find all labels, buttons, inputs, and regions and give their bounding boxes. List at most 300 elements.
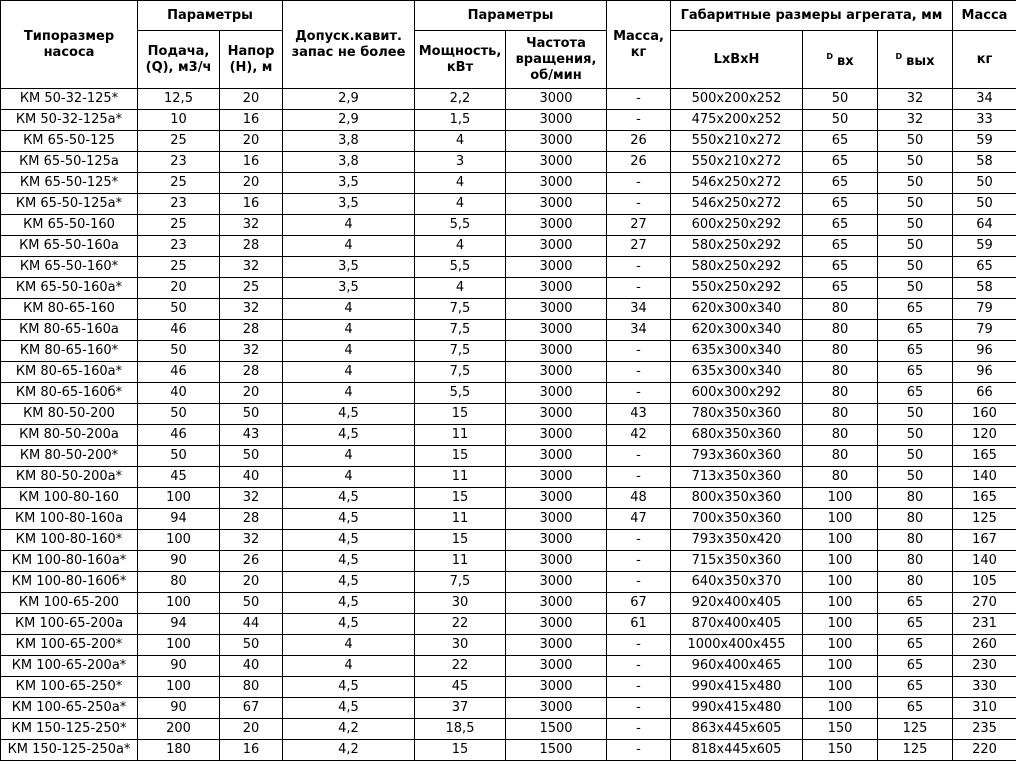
- cell-power: 15: [415, 530, 506, 551]
- cell-cavitation: 4: [283, 299, 415, 320]
- cell-lbh: 600x250x292: [671, 215, 803, 236]
- cell-flow: 23: [138, 236, 220, 257]
- cell-lbh: 640x350x370: [671, 572, 803, 593]
- cell-pump-mass: 67: [607, 593, 671, 614]
- cell-lbh: 475x200x252: [671, 110, 803, 131]
- cell-lbh: 600x300x292: [671, 383, 803, 404]
- cell-d-out: 65: [878, 635, 953, 656]
- cell-head: 20: [220, 89, 283, 110]
- cell-cavitation: 3,8: [283, 152, 415, 173]
- cell-d-out: 32: [878, 110, 953, 131]
- cell-flow: 50: [138, 404, 220, 425]
- cell-lbh: 870x400x405: [671, 614, 803, 635]
- cell-model: КМ 100-65-250а*: [1, 698, 138, 719]
- cell-speed: 3000: [506, 593, 607, 614]
- cell-head: 16: [220, 740, 283, 761]
- table-row: [1, 509, 1016, 530]
- cell-d-in: 100: [803, 509, 878, 530]
- cell-mass: 96: [953, 362, 1016, 383]
- cell-lbh: 715x350x360: [671, 551, 803, 572]
- cell-head: 50: [220, 635, 283, 656]
- cell-model: КМ 100-80-160б*: [1, 572, 138, 593]
- cell-power: 7,5: [415, 341, 506, 362]
- cell-power: 4: [415, 278, 506, 299]
- cell-model: КМ 65-50-125а*: [1, 194, 138, 215]
- cell-mass: 140: [953, 551, 1016, 572]
- cell-speed: 3000: [506, 131, 607, 152]
- cell-pump-mass: 26: [607, 131, 671, 152]
- cell-d-in: 100: [803, 530, 878, 551]
- cell-flow: 100: [138, 635, 220, 656]
- cell-d-out: 65: [878, 614, 953, 635]
- cell-power: 2,2: [415, 89, 506, 110]
- cell-pump-mass: -: [607, 635, 671, 656]
- cell-mass: 58: [953, 278, 1016, 299]
- cell-flow: 12,5: [138, 89, 220, 110]
- cell-d-in: 100: [803, 593, 878, 614]
- cell-power: 15: [415, 740, 506, 761]
- cell-model: КМ 80-65-160: [1, 299, 138, 320]
- col-head: Напор (H), м: [220, 31, 283, 89]
- cell-lbh: 990x415x480: [671, 698, 803, 719]
- cell-mass: 231: [953, 614, 1016, 635]
- cell-head: 32: [220, 488, 283, 509]
- cell-pump-mass: -: [607, 572, 671, 593]
- cell-head: 80: [220, 677, 283, 698]
- cell-d-out: 80: [878, 488, 953, 509]
- table-row: [1, 656, 1016, 677]
- cell-flow: 25: [138, 257, 220, 278]
- cell-speed: 3000: [506, 89, 607, 110]
- cell-mass: 160: [953, 404, 1016, 425]
- cell-pump-mass: -: [607, 719, 671, 740]
- cell-power: 18,5: [415, 719, 506, 740]
- cell-power: 4: [415, 194, 506, 215]
- cell-flow: 94: [138, 614, 220, 635]
- col-flow: Подача, (Q), м3/ч: [138, 31, 220, 89]
- cell-pump-mass: -: [607, 530, 671, 551]
- cell-pump-mass: -: [607, 110, 671, 131]
- cell-model: КМ 80-50-200*: [1, 446, 138, 467]
- cell-cavitation: 4,2: [283, 740, 415, 761]
- cell-cavitation: 2,9: [283, 110, 415, 131]
- cell-power: 15: [415, 446, 506, 467]
- cell-d-out: 65: [878, 299, 953, 320]
- cell-power: 11: [415, 551, 506, 572]
- table-row: [1, 404, 1016, 425]
- cell-model: КМ 80-65-160*: [1, 341, 138, 362]
- cell-model: КМ 100-80-160а: [1, 509, 138, 530]
- cell-mass: 79: [953, 299, 1016, 320]
- cell-model: КМ 65-50-160а*: [1, 278, 138, 299]
- cell-cavitation: 3,5: [283, 257, 415, 278]
- cell-speed: 3000: [506, 614, 607, 635]
- cell-head: 25: [220, 278, 283, 299]
- cell-mass: 65: [953, 257, 1016, 278]
- cell-cavitation: 4,5: [283, 614, 415, 635]
- cell-d-out: 80: [878, 551, 953, 572]
- cell-power: 7,5: [415, 572, 506, 593]
- cell-lbh: 620x300x340: [671, 299, 803, 320]
- cell-d-out: 65: [878, 362, 953, 383]
- col-cavitation: Допуск.кавит. запас не более: [283, 1, 415, 89]
- cell-d-in: 80: [803, 404, 878, 425]
- cell-d-in: 80: [803, 383, 878, 404]
- col-lbh: LxBxH: [671, 31, 803, 89]
- table-row: [1, 278, 1016, 299]
- cell-mass: 105: [953, 572, 1016, 593]
- cell-power: 11: [415, 509, 506, 530]
- table-row: [1, 530, 1016, 551]
- cell-speed: 3000: [506, 467, 607, 488]
- cell-mass: 220: [953, 740, 1016, 761]
- table-body: [1, 89, 1016, 761]
- cell-d-in: 100: [803, 572, 878, 593]
- table-row: [1, 131, 1016, 152]
- cell-d-out: 50: [878, 278, 953, 299]
- cell-mass: 79: [953, 320, 1016, 341]
- cell-lbh: 546x250x272: [671, 173, 803, 194]
- cell-lbh: 793x360x360: [671, 446, 803, 467]
- cell-d-out: 50: [878, 152, 953, 173]
- cell-model: КМ 80-50-200а*: [1, 467, 138, 488]
- cell-power: 1,5: [415, 110, 506, 131]
- table-row: [1, 677, 1016, 698]
- table-row: [1, 320, 1016, 341]
- table-row: [1, 698, 1016, 719]
- cell-speed: 3000: [506, 635, 607, 656]
- cell-mass: 125: [953, 509, 1016, 530]
- group-mass: Масса: [953, 1, 1016, 31]
- cell-mass: 64: [953, 215, 1016, 236]
- cell-power: 7,5: [415, 299, 506, 320]
- cell-head: 20: [220, 383, 283, 404]
- cell-head: 43: [220, 425, 283, 446]
- cell-cavitation: 4: [283, 635, 415, 656]
- cell-head: 32: [220, 257, 283, 278]
- cell-d-out: 50: [878, 404, 953, 425]
- cell-flow: 46: [138, 425, 220, 446]
- table-row: [1, 257, 1016, 278]
- cell-model: КМ 150-125-250а*: [1, 740, 138, 761]
- cell-speed: 3000: [506, 698, 607, 719]
- cell-d-out: 80: [878, 572, 953, 593]
- cell-power: 11: [415, 467, 506, 488]
- cell-mass: 50: [953, 173, 1016, 194]
- cell-speed: 3000: [506, 215, 607, 236]
- cell-d-in: 150: [803, 719, 878, 740]
- cell-mass: 165: [953, 446, 1016, 467]
- cell-speed: 3000: [506, 110, 607, 131]
- cell-flow: 100: [138, 488, 220, 509]
- cell-d-in: 65: [803, 194, 878, 215]
- cell-d-in: 65: [803, 257, 878, 278]
- table-row: [1, 89, 1016, 110]
- cell-mass: 34: [953, 89, 1016, 110]
- cell-cavitation: 4,5: [283, 551, 415, 572]
- cell-speed: 3000: [506, 551, 607, 572]
- cell-head: 32: [220, 341, 283, 362]
- cell-pump-mass: -: [607, 383, 671, 404]
- cell-pump-mass: 42: [607, 425, 671, 446]
- cell-d-out: 50: [878, 131, 953, 152]
- cell-d-out: 80: [878, 509, 953, 530]
- cell-head: 16: [220, 194, 283, 215]
- cell-pump-mass: -: [607, 89, 671, 110]
- cell-speed: 3000: [506, 278, 607, 299]
- cell-model: КМ 150-125-250*: [1, 719, 138, 740]
- cell-head: 26: [220, 551, 283, 572]
- cell-model: КМ 65-50-160а: [1, 236, 138, 257]
- cell-cavitation: 4: [283, 320, 415, 341]
- cell-head: 20: [220, 572, 283, 593]
- cell-pump-mass: -: [607, 551, 671, 572]
- d-out-sup: D: [895, 52, 903, 61]
- cell-d-in: 65: [803, 215, 878, 236]
- table-row: [1, 173, 1016, 194]
- table-row: [1, 383, 1016, 404]
- table-row: [1, 614, 1016, 635]
- cell-model: КМ 100-65-200а*: [1, 656, 138, 677]
- cell-lbh: 550x250x292: [671, 278, 803, 299]
- table-row: [1, 341, 1016, 362]
- cell-pump-mass: -: [607, 341, 671, 362]
- cell-pump-mass: -: [607, 698, 671, 719]
- cell-model: КМ 65-50-125*: [1, 173, 138, 194]
- cell-speed: 3000: [506, 341, 607, 362]
- cell-head: 40: [220, 467, 283, 488]
- cell-d-out: 32: [878, 89, 953, 110]
- group-dimensions: Габаритные размеры агрегата, мм: [671, 1, 953, 31]
- cell-power: 22: [415, 656, 506, 677]
- cell-model: КМ 65-50-160: [1, 215, 138, 236]
- cell-model: КМ 80-65-160а*: [1, 362, 138, 383]
- table-row: [1, 110, 1016, 131]
- cell-head: 50: [220, 593, 283, 614]
- d-out-sub: вых: [906, 54, 935, 69]
- cell-flow: 25: [138, 215, 220, 236]
- cell-lbh: 920x400x405: [671, 593, 803, 614]
- cell-power: 7,5: [415, 362, 506, 383]
- cell-lbh: 818x445x605: [671, 740, 803, 761]
- cell-pump-mass: -: [607, 677, 671, 698]
- cell-speed: 1500: [506, 740, 607, 761]
- table-row: [1, 152, 1016, 173]
- cell-head: 40: [220, 656, 283, 677]
- cell-pump-mass: -: [607, 257, 671, 278]
- table-header: [1, 1, 1016, 89]
- cell-pump-mass: 61: [607, 614, 671, 635]
- cell-speed: 3000: [506, 320, 607, 341]
- cell-d-out: 65: [878, 320, 953, 341]
- cell-power: 30: [415, 593, 506, 614]
- cell-mass: 50: [953, 194, 1016, 215]
- cell-power: 4: [415, 173, 506, 194]
- cell-pump-mass: 43: [607, 404, 671, 425]
- cell-flow: 46: [138, 320, 220, 341]
- cell-head: 28: [220, 236, 283, 257]
- cell-head: 50: [220, 404, 283, 425]
- cell-d-in: 100: [803, 656, 878, 677]
- table-row: [1, 572, 1016, 593]
- cell-speed: 3000: [506, 572, 607, 593]
- cell-model: КМ 100-80-160а*: [1, 551, 138, 572]
- cell-d-in: 80: [803, 341, 878, 362]
- cell-flow: 25: [138, 173, 220, 194]
- cell-d-out: 50: [878, 173, 953, 194]
- cell-d-out: 50: [878, 194, 953, 215]
- cell-flow: 100: [138, 593, 220, 614]
- cell-d-in: 80: [803, 320, 878, 341]
- cell-cavitation: 4: [283, 467, 415, 488]
- cell-power: 7,5: [415, 320, 506, 341]
- cell-model: КМ 80-65-160а: [1, 320, 138, 341]
- cell-head: 20: [220, 173, 283, 194]
- cell-cavitation: 3,8: [283, 131, 415, 152]
- table-row: [1, 236, 1016, 257]
- cell-power: 5,5: [415, 215, 506, 236]
- cell-head: 32: [220, 299, 283, 320]
- cell-speed: 3000: [506, 488, 607, 509]
- cell-cavitation: 4,5: [283, 677, 415, 698]
- cell-lbh: 620x300x340: [671, 320, 803, 341]
- cell-d-in: 80: [803, 467, 878, 488]
- cell-cavitation: 4,5: [283, 488, 415, 509]
- cell-speed: 3000: [506, 194, 607, 215]
- cell-pump-mass: -: [607, 740, 671, 761]
- cell-power: 4: [415, 131, 506, 152]
- cell-flow: 100: [138, 530, 220, 551]
- cell-pump-mass: 34: [607, 320, 671, 341]
- cell-model: КМ 100-65-250*: [1, 677, 138, 698]
- cell-speed: 3000: [506, 446, 607, 467]
- cell-lbh: 546x250x272: [671, 194, 803, 215]
- cell-speed: 3000: [506, 173, 607, 194]
- cell-power: 15: [415, 488, 506, 509]
- cell-cavitation: 4,5: [283, 425, 415, 446]
- cell-model: КМ 100-80-160*: [1, 530, 138, 551]
- table-row: [1, 425, 1016, 446]
- cell-d-in: 65: [803, 278, 878, 299]
- d-in-sup: D: [826, 52, 833, 61]
- cell-d-in: 80: [803, 299, 878, 320]
- cell-pump-mass: 27: [607, 236, 671, 257]
- cell-cavitation: 4,5: [283, 509, 415, 530]
- cell-head: 28: [220, 320, 283, 341]
- cell-model: КМ 80-50-200а: [1, 425, 138, 446]
- table-row: [1, 467, 1016, 488]
- cell-head: 28: [220, 509, 283, 530]
- col-d-in: [803, 31, 878, 89]
- cell-cavitation: 4,5: [283, 572, 415, 593]
- table-row: [1, 551, 1016, 572]
- cell-lbh: 550x210x272: [671, 131, 803, 152]
- cell-cavitation: 4: [283, 236, 415, 257]
- cell-pump-mass: -: [607, 446, 671, 467]
- cell-d-out: 50: [878, 257, 953, 278]
- cell-speed: 3000: [506, 530, 607, 551]
- cell-mass: 260: [953, 635, 1016, 656]
- cell-head: 20: [220, 719, 283, 740]
- cell-cavitation: 4: [283, 341, 415, 362]
- cell-d-out: 65: [878, 383, 953, 404]
- cell-power: 30: [415, 635, 506, 656]
- cell-d-in: 100: [803, 488, 878, 509]
- cell-d-out: 50: [878, 236, 953, 257]
- cell-cavitation: 4,5: [283, 530, 415, 551]
- cell-lbh: 550x210x272: [671, 152, 803, 173]
- cell-power: 37: [415, 698, 506, 719]
- cell-head: 16: [220, 110, 283, 131]
- cell-head: 32: [220, 530, 283, 551]
- cell-lbh: 990x415x480: [671, 677, 803, 698]
- col-mass-unit: кг: [953, 31, 1016, 89]
- cell-speed: 3000: [506, 152, 607, 173]
- cell-model: КМ 50-32-125*: [1, 89, 138, 110]
- cell-model: КМ 80-65-160б*: [1, 383, 138, 404]
- cell-lbh: 635x300x340: [671, 341, 803, 362]
- cell-speed: 3000: [506, 236, 607, 257]
- cell-flow: 180: [138, 740, 220, 761]
- table-row: [1, 719, 1016, 740]
- cell-power: 15: [415, 404, 506, 425]
- cell-mass: 33: [953, 110, 1016, 131]
- cell-speed: 3000: [506, 404, 607, 425]
- table-row: [1, 635, 1016, 656]
- cell-pump-mass: -: [607, 278, 671, 299]
- cell-model: КМ 100-65-200: [1, 593, 138, 614]
- cell-d-in: 100: [803, 635, 878, 656]
- cell-model: КМ 100-80-160: [1, 488, 138, 509]
- cell-head: 16: [220, 152, 283, 173]
- col-speed: Частота вращения, об/мин: [506, 31, 607, 89]
- cell-lbh: 713x350x360: [671, 467, 803, 488]
- cell-d-in: 100: [803, 677, 878, 698]
- cell-cavitation: 4: [283, 446, 415, 467]
- table-row: [1, 740, 1016, 761]
- group-parameters-2: Параметры: [415, 1, 607, 31]
- cell-d-in: 80: [803, 362, 878, 383]
- cell-flow: 50: [138, 341, 220, 362]
- cell-flow: 94: [138, 509, 220, 530]
- cell-power: 22: [415, 614, 506, 635]
- cell-d-in: 100: [803, 551, 878, 572]
- cell-d-out: 80: [878, 530, 953, 551]
- cell-power: 5,5: [415, 383, 506, 404]
- cell-model: КМ 50-32-125а*: [1, 110, 138, 131]
- cell-head: 50: [220, 446, 283, 467]
- cell-flow: 50: [138, 446, 220, 467]
- cell-model: КМ 65-50-125: [1, 131, 138, 152]
- cell-flow: 90: [138, 698, 220, 719]
- cell-speed: 3000: [506, 677, 607, 698]
- cell-mass: 66: [953, 383, 1016, 404]
- cell-power: 3: [415, 152, 506, 173]
- cell-d-in: 65: [803, 173, 878, 194]
- table-row: [1, 446, 1016, 467]
- cell-lbh: 680x350x360: [671, 425, 803, 446]
- cell-model: КМ 80-50-200: [1, 404, 138, 425]
- table-row: [1, 362, 1016, 383]
- table-row: [1, 194, 1016, 215]
- cell-d-out: 125: [878, 740, 953, 761]
- cell-mass: 120: [953, 425, 1016, 446]
- cell-lbh: 700x350x360: [671, 509, 803, 530]
- cell-d-out: 50: [878, 215, 953, 236]
- cell-cavitation: 4: [283, 362, 415, 383]
- cell-d-out: 50: [878, 446, 953, 467]
- cell-mass: 59: [953, 236, 1016, 257]
